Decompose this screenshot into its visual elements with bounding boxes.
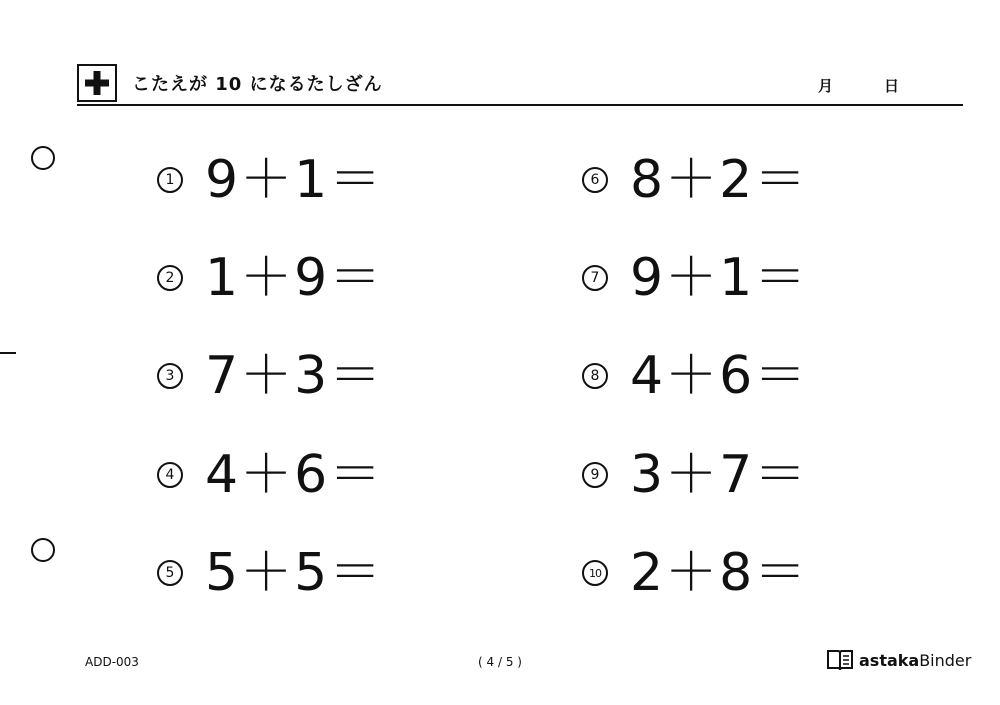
- problem-3: [157, 346, 383, 406]
- problem-expression: 3＋7＝: [630, 445, 809, 505]
- problem-2: [157, 248, 383, 308]
- problem-number: 2: [157, 265, 183, 291]
- problem-expression: 9＋1＝: [205, 150, 384, 210]
- problem-number: 3: [157, 363, 183, 389]
- problem-4: [157, 445, 383, 505]
- worksheet-header: [77, 64, 963, 106]
- problem-expression: 7＋3＝: [205, 346, 384, 406]
- worksheet-code: ADD-003: [85, 655, 139, 669]
- problem-number: 4: [157, 462, 183, 488]
- month-label: 月: [818, 77, 834, 95]
- problem-7: [582, 248, 808, 308]
- problem-5: [157, 543, 383, 603]
- problem-expression: 4＋6＝: [205, 445, 384, 505]
- problem-expression: 9＋1＝: [630, 248, 809, 308]
- plus-icon: [77, 64, 117, 102]
- problem-9: [582, 445, 808, 505]
- problem-number: 6: [582, 167, 608, 193]
- binder-hole-bottom: [31, 538, 55, 562]
- binder-hole-top: [31, 146, 55, 170]
- problem-number: 8: [582, 363, 608, 389]
- worksheet-title: こたえが 10 になるたしざん: [132, 74, 383, 95]
- problem-number: 5: [157, 560, 183, 586]
- problem-6: [582, 150, 808, 210]
- problem-expression: 5＋5＝: [205, 543, 384, 603]
- problem-expression: 1＋9＝: [205, 248, 384, 308]
- brand-logo: [826, 648, 971, 672]
- brand-name-bold: astaka: [859, 650, 920, 670]
- center-mark: [0, 352, 16, 354]
- problem-10: [582, 543, 808, 603]
- book-icon: [826, 648, 854, 672]
- problem-1: [157, 150, 383, 210]
- problem-expression: 8＋2＝: [630, 150, 809, 210]
- problem-number: 7: [582, 265, 608, 291]
- page-indicator: ( 4 / 5 ): [478, 655, 522, 669]
- problem-8: [582, 346, 808, 406]
- day-label: 日: [884, 77, 900, 95]
- problem-number: 9: [582, 462, 608, 488]
- problem-expression: 2＋8＝: [630, 543, 809, 603]
- problem-expression: 4＋6＝: [630, 346, 809, 406]
- problem-number: 1: [157, 167, 183, 193]
- brand-name-regular: Binder: [919, 650, 972, 670]
- problem-number: 10: [582, 560, 608, 586]
